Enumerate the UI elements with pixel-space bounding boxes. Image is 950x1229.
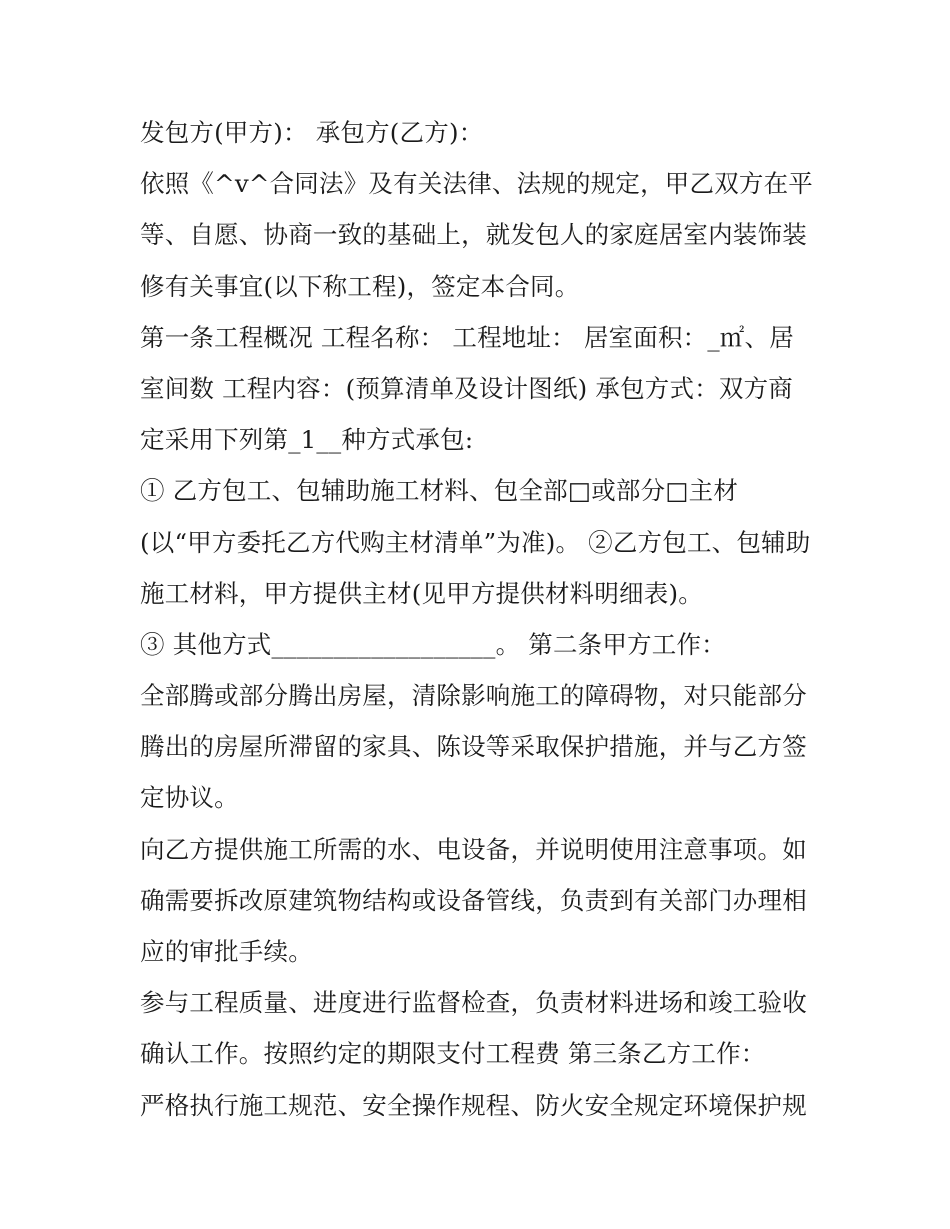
document-page (140, 107, 820, 1131)
text-line: 发包方(甲方)： 承包方(乙方)： (140, 118, 484, 147)
text-line: 参与工程质量、进度进行监督检查，负责材料进场和竣工验收 (140, 988, 807, 1018)
text-line: 第一条工程概况 工程名称： 工程地址： 居室面积：_㎡、居 (140, 322, 794, 352)
text-line: 依照《^v^合同法》及有关法律、法规的规定，甲乙双方在平 (140, 169, 813, 199)
text-line: ① 乙方包工、包辅助施工材料、包全部□或部分□主材 (140, 476, 739, 506)
text-line: 等、自愿、协商一致的基础上，就发包人的家庭居室内装饰装 (140, 220, 807, 250)
text-line: 全部腾或部分腾出房屋，清除影响施工的障碍物，对只能部分 (140, 681, 807, 711)
text-line: 腾出的房屋所滞留的家具、陈设等采取保护措施，并与乙方签 (140, 732, 807, 762)
text-line: 定采用下列第_1__种方式承包: (140, 425, 474, 455)
text-line: 应的审批手续。 (140, 937, 313, 966)
text-line: 确需要拆改原建筑物结构或设备管线，负责到有关部门办理相 (140, 885, 807, 915)
text-line: 施工材料，甲方提供主材(见甲方提供材料明细表)。 (140, 578, 703, 608)
text-line: 室间数 工程内容：(预算清单及设计图纸) 承包方式：双方商 (140, 373, 793, 403)
text-line: ③ 其他方式__________________。 第二条甲方工作： (140, 629, 726, 659)
text-line: 修有关事宜(以下称工程)，签定本合同。 (140, 271, 580, 301)
text-line: 向乙方提供施工所需的水、电设备，并说明使用注意事项。如 (140, 834, 807, 864)
text-line: 定协议。 (140, 783, 239, 813)
text-line: (以“甲方委托乙方代购主材清单”为准)。 ②乙方包工、包辅助 (140, 527, 811, 557)
text-line: 确认工作。按照约定的期限支付工程费 第三条乙方工作： (140, 1039, 766, 1069)
text-line: 严格执行施工规范、安全操作规程、防火安全规定环境保护规 (140, 1090, 807, 1120)
